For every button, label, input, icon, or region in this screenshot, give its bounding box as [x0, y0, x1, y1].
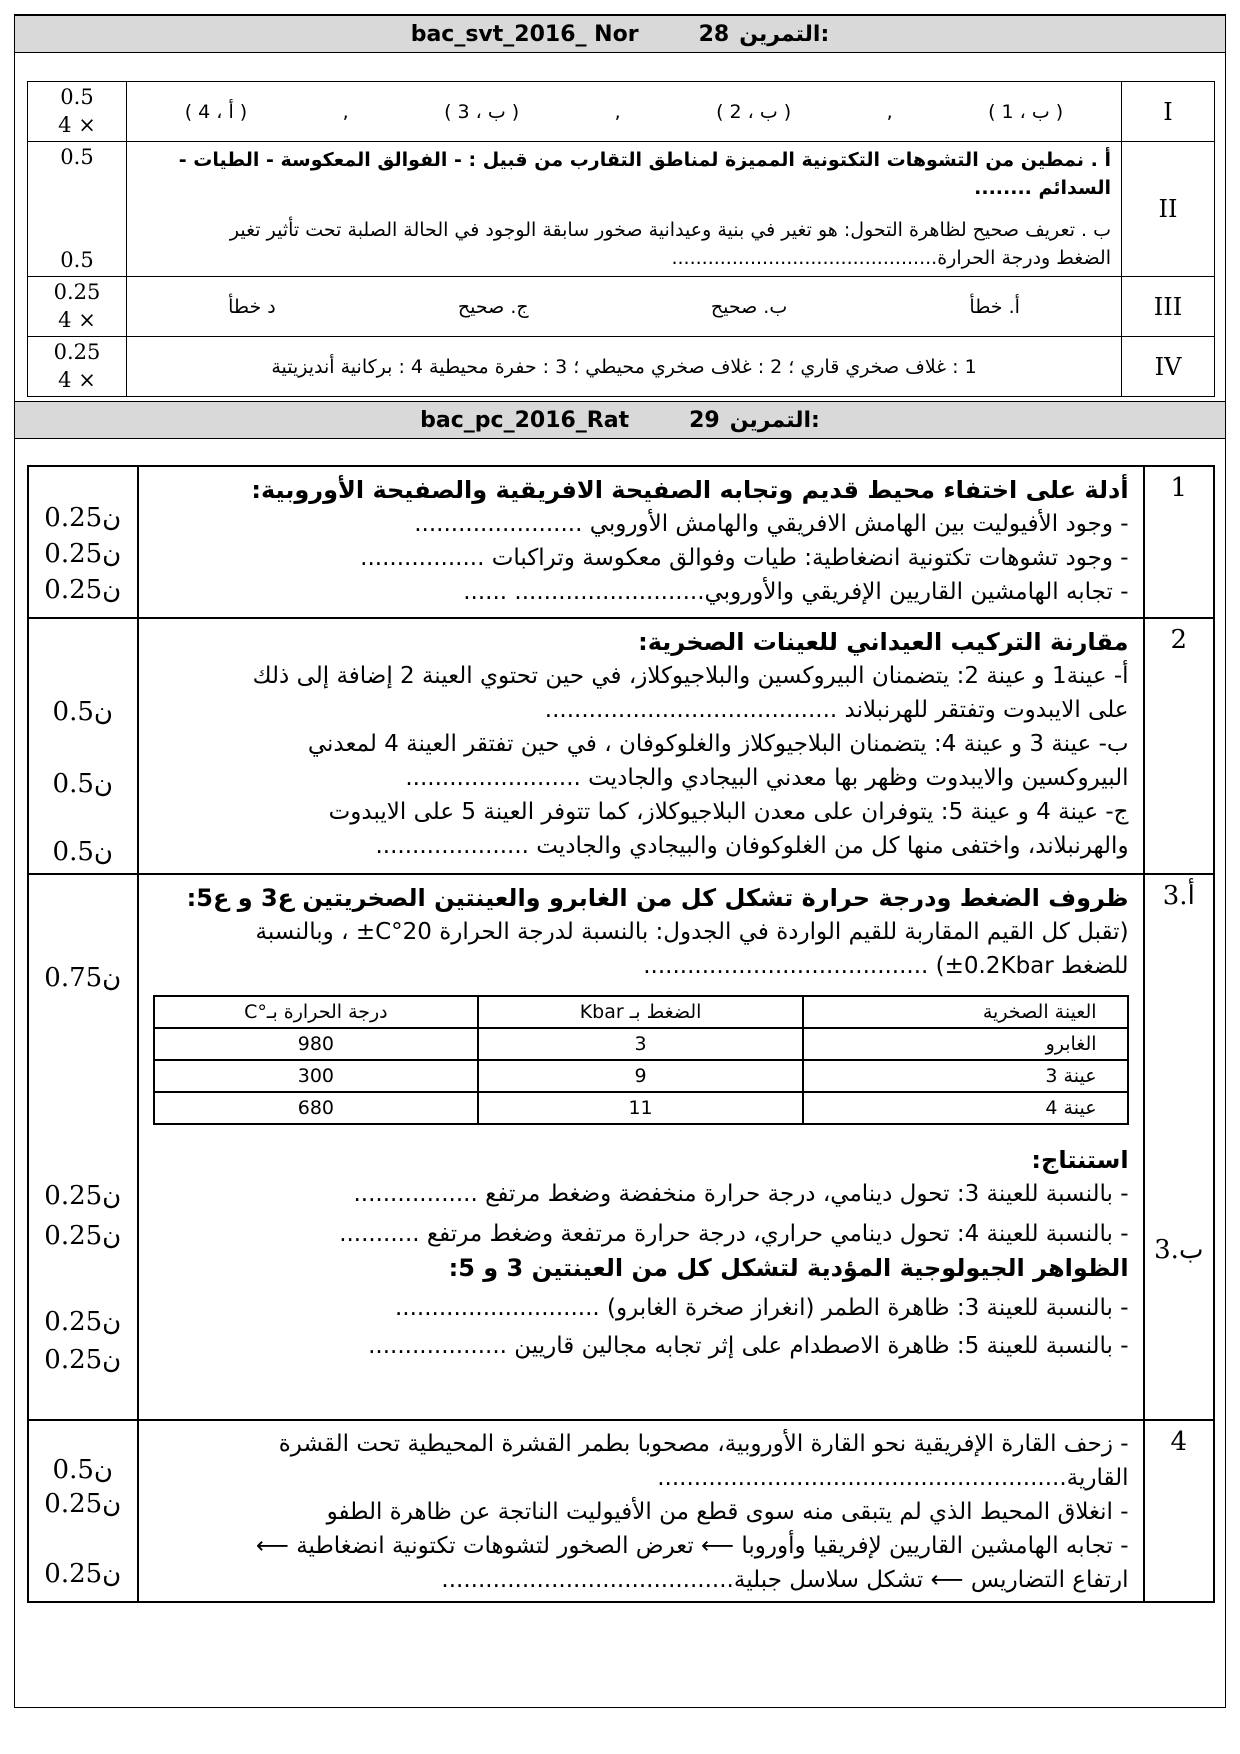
points: 0.75ن: [44, 963, 122, 993]
points: 0.25ن: [44, 1181, 122, 1211]
table-row: [154, 1060, 1128, 1092]
answer-line: - بالنسبة للعينة 4: تحول دينامي حراري، درجة حرارة مرتفعة وضغط مرتفع ...........: [339, 1221, 1129, 1247]
points: 0.25ن: [44, 539, 122, 569]
answer: ( 4 ، أ ): [184, 100, 248, 123]
question-label: 4: [1144, 1420, 1214, 1602]
answer: ( 2 ، ب ): [716, 100, 792, 123]
table-cell: 11: [478, 1092, 803, 1124]
table-row: [28, 874, 1214, 1420]
table-cell: 9: [478, 1060, 803, 1092]
points-multiplier: 4 ×: [58, 113, 96, 137]
row-label: III: [1122, 277, 1215, 337]
answers-row: ( 4 ، أ ) , ( 3 ، ب ) , ( 2 ، ب ) , ( 1 ، ب ): [137, 98, 1111, 126]
answer-line: - بالنسبة للعينة 3: ظاهرة الطمر (انغراز صخرة الغابرو) ............................: [394, 1295, 1129, 1321]
answer: ج. صحيح: [457, 295, 529, 318]
exercise-29-code: bac_pc_2016_Rat: [420, 407, 630, 433]
table-cell: عينة 4: [803, 1092, 1128, 1124]
question-title: ظروف الضغط ودرجة حرارة تشكل كل من الغابرو والعينتين الصخريتين ع3 و ع5:: [186, 884, 1129, 912]
points: 0.25ن: [44, 1307, 122, 1337]
answer-line: - تجابه الهامشين القاريين الإفريقي والأوروبي.......................... ......: [463, 579, 1129, 605]
points: 0.25ن: [44, 575, 122, 605]
exercise-29-header: [15, 401, 1225, 439]
answer-b-continued: الضغط ودرجة الحرارة............................................: [671, 247, 1111, 269]
answer-line: - بالنسبة للعينة 5: ظاهرة الاصطدام على إثر تجابه مجالين قاريين ...................: [368, 1333, 1129, 1359]
answer-line: ارتفاع التضاريس ⟵ تشكل سلاسل جبلية........................................: [441, 1567, 1129, 1593]
points: 0.25ن: [44, 1559, 122, 1589]
points-multiplier: 4 ×: [58, 308, 96, 332]
points: 0.25ن: [44, 1345, 122, 1375]
answer-sheet: [14, 14, 1226, 1708]
answer-line: البيروكسين والايبدوت وظهر بها معدني البيجادي والجاديت ........................: [405, 765, 1129, 791]
column-header: الضغط بـ Kbar: [478, 996, 803, 1028]
answers-row: [137, 293, 1111, 321]
points: 0.5ن: [52, 1455, 113, 1485]
table-cell: الغابرو: [803, 1028, 1128, 1060]
table-row: [28, 277, 1215, 337]
answer: ( 3 ، ب ): [444, 100, 520, 123]
table-row: [28, 337, 1215, 397]
row-label: II: [1122, 142, 1215, 277]
points: 0.25ن: [44, 1489, 122, 1519]
row-label: IV: [1122, 337, 1215, 397]
points: 0.5ن: [52, 769, 113, 799]
answer-line: على الايبدوت وتفتقر للهرنبلاند ........................................: [544, 697, 1129, 723]
answer-line: - انغلاق المحيط الذي لم يتبقى منه سوى قطع من الأفيوليت الناتجة عن ظاهرة الطفو: [326, 1499, 1129, 1525]
answer-line: والهرنبلاند، واختفى منها كل من الغلوكوفان والبيجادي والجاديت .....................: [375, 833, 1129, 859]
answer-line: أ- عينة1 و عينة 2: يتضمنان البيروكسين والبلاجيوكلاز، في حين تحتوي العينة 2 إضافة إلى ذلك: [252, 663, 1129, 689]
table-cell: عينة 3: [803, 1060, 1128, 1092]
exercise-29-table: [27, 465, 1215, 1603]
table-header-row: [154, 996, 1128, 1028]
answer: 1 : غلاف صخري قاري ؛ 2 : غلاف صخري محيطي ؛ 3 : حفرة محيطية 4 : بركانية أنديزيتية: [271, 355, 977, 378]
table-cell: 300: [154, 1060, 479, 1092]
answer: ب. صحيح: [710, 295, 788, 318]
table-row: [28, 1420, 1214, 1602]
answer: ( 1 ، ب ): [988, 100, 1064, 123]
table-row: [28, 618, 1214, 874]
question-label: 3.ب: [1154, 1235, 1204, 1265]
table-cell: 680: [154, 1092, 479, 1124]
answer-line: القارية........................................................: [657, 1465, 1129, 1491]
points: 0.5: [60, 85, 94, 109]
answer-line: - وجود تشوهات تكتونية انضغاطية: طيات وفوالق معكوسة وتراكبات .................: [360, 545, 1129, 571]
answer-line: ج- عينة 4 و عينة 5: يتوفران على معدن البلاجيوكلاز، كما تتوفر العينة 5 على الايبدوت: [328, 799, 1129, 825]
exercise-28-number: 28: [698, 21, 730, 47]
answer-line: - وجود الأفيوليت بين الهامش الافريقي والهامش الأوروبي .......................: [414, 511, 1129, 537]
question-title: الظواهر الجيولوجية المؤدية لتشكل كل من العينتين 3 و 5:: [448, 1254, 1129, 1282]
conclusion-title: استنتاج:: [1031, 1146, 1129, 1174]
pt-conditions-table: [153, 995, 1129, 1125]
table-row: [28, 466, 1214, 618]
table-cell: 3: [478, 1028, 803, 1060]
question-label: 3.أ: [1162, 881, 1195, 911]
question-title: أدلة على اختفاء محيط قديم وتجابه الصفيحة الافريقية والصفيحة الأوروبية:: [251, 476, 1129, 504]
table-row: [154, 1028, 1128, 1060]
row-label: I: [1122, 82, 1215, 142]
question-label: 1: [1144, 466, 1214, 618]
points: 0.25ن: [44, 503, 122, 533]
answer-line: - زحف القارة الإفريقية نحو القارة الأوروبية، مصحوبا بطمر القشرة المحيطية تحت القشرة: [278, 1431, 1129, 1457]
exercise-29-number: 29: [689, 407, 720, 433]
exercise-29-label: التمرين:: [729, 407, 820, 433]
answer-b: ب . تعريف صحيح لظاهرة التحول: هو تغير في بنية وعيدانية صخور سابقة الوجود في الحالة الصلبة تحت تأثير تغير: [229, 219, 1111, 241]
answer-line: ب- عينة 3 و عينة 4: يتضمنان البلاجيوكلاز والغلوكوفان ، في حين تفتقر العينة 4 لمعدني: [307, 731, 1129, 757]
exercise-28-header: [15, 15, 1225, 53]
points: 0.25ن: [44, 1221, 122, 1251]
table-row: [28, 82, 1215, 142]
column-header: درجة الحرارة بـ°C: [154, 996, 479, 1028]
note-line: للضغط 0.2Kbar±) .......................................: [643, 953, 1129, 979]
note-line: (تقبل كل القيم المقاربة للقيم الواردة في الجدول: بالنسبة لدرجة الحرارة 20°C± ، وبالنسبة: [255, 919, 1129, 945]
points: 0.5: [60, 248, 94, 272]
question-title: مقارنة التركيب العيداني للعينات الصخرية:: [638, 628, 1129, 656]
column-header: العينة الصخرية: [803, 996, 1128, 1028]
points: 0.5: [60, 145, 94, 169]
answer-a: أ . نمطين من التشوهات التكتونية المميزة لمناطق التقارب من قبيل : - الفوالق المعكوسة - الطيات - السدائم ........: [178, 149, 1111, 199]
exercise-28-table: [27, 81, 1215, 397]
table-row: [154, 1092, 1128, 1124]
points: 0.5ن: [52, 697, 113, 727]
exercise-28-code: bac_svt_2016_ Nor: [410, 21, 639, 47]
points: 0.25: [53, 280, 101, 304]
question-label: 2: [1144, 618, 1214, 874]
points-multiplier: 4 ×: [58, 368, 96, 392]
answer-line: - بالنسبة للعينة 3: تحول دينامي، درجة حرارة منخفضة وضغط مرتفع .................: [353, 1181, 1129, 1207]
points: 0.5ن: [52, 837, 113, 867]
table-row: [28, 142, 1215, 277]
answer: د خطأ: [228, 295, 276, 318]
exercise-28-label: التمرين:: [739, 21, 830, 47]
answer-line: - تجابه الهامشين القاريين لإفريقيا وأوروبا ⟵ تعرض الصخور لتشوهات تكتونية انضغاطية ⟵: [255, 1533, 1129, 1559]
table-cell: 980: [154, 1028, 479, 1060]
answer: أ. خطأ: [969, 295, 1020, 318]
points: 0.25: [53, 340, 101, 364]
